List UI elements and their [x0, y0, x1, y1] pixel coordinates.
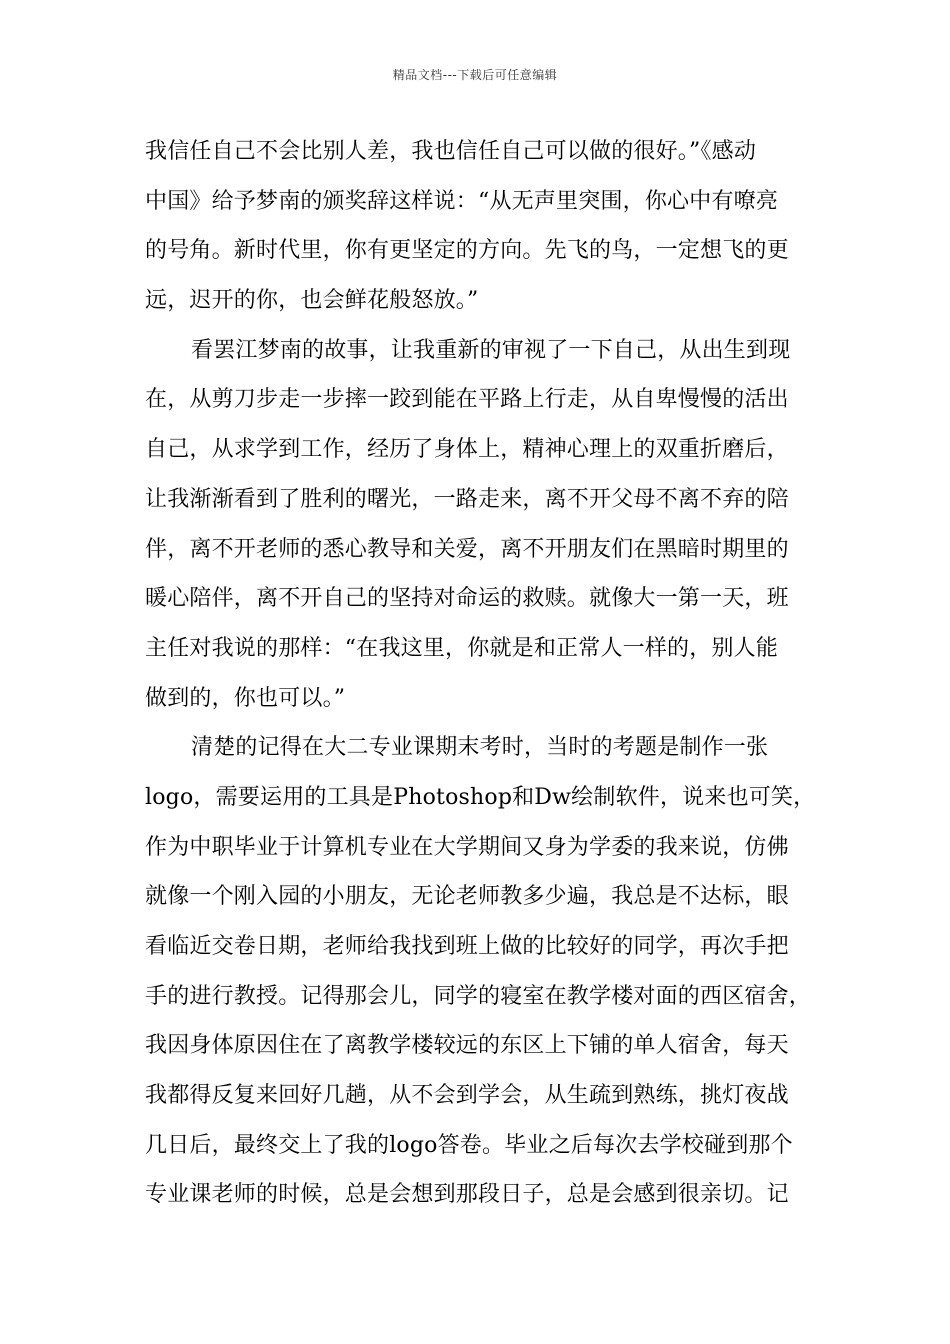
text-line: 做到的，你也可以。” [145, 685, 346, 711]
page-header: 精品文档---下载后可任意编辑 [392, 68, 558, 82]
text-line: 作为中职毕业于计算机专业在大学期间又身为学委的我来说，仿佛 [145, 834, 789, 860]
text-line: logo，需要运用的工具是Photoshop和Dw绘制软件，说来也可笑， [145, 784, 816, 810]
text-line: 就像一个刚入园的小朋友，无论老师教多少遍，我总是不达标，眼 [145, 884, 789, 910]
text-line: 我信任自己不会比别人差，我也信任自己可以做的很好。”《感动 [145, 139, 757, 164]
text-line: 我因身体原因住在了离教学楼较远的东区上下铺的单人宿舍，每天 [145, 1033, 789, 1059]
paragraph-start-line: 清楚的记得在大二专业课期末考时，当时的考题是制作一张 [191, 735, 769, 761]
text-line: 看临近交卷日期，老师给我找到班上做的比较好的同学，再次手把 [145, 934, 789, 959]
text-line: 暖心陪伴，离不开自己的坚持对命运的救赎。就像大一第一天，班 [145, 586, 789, 612]
text-line: 手的进行教授。记得那会儿，同学的寝室在教学楼对面的西区宿舍， [145, 983, 812, 1009]
text-line: 的号角。新时代里，你有更坚定的方向。先飞的鸟，一定想飞的更 [145, 238, 789, 264]
text-line: 专业课老师的时候，总是会想到那段日子，总是会感到很亲切。记 [145, 1182, 789, 1208]
document-body [145, 127, 840, 1220]
text-line: 自己，从求学到工作，经历了身体上，精神心理上的双重折磨后， [145, 437, 789, 463]
text-line: 远，迟开的你，也会鲜花般怒放。” [145, 288, 479, 314]
text-line: 几日后，最终交上了我的logo答卷。毕业之后每次去学校碰到那个 [145, 1132, 793, 1158]
text-line: 我都得反复来回好几趟，从不会到学会，从生疏到熟练，挑灯夜战 [145, 1083, 789, 1109]
text-line: 主任对我说的那样：“在我这里，你就是和正常人一样的，别人能 [145, 635, 779, 661]
paragraph-start-line: 看罢江梦南的故事，让我重新的审视了一下自己，从出生到现 [191, 337, 791, 363]
text-line: 在，从剪刀步走一步摔一跤到能在平路上行走，从自卑慢慢的活出 [145, 387, 789, 413]
text-line: 伴，离不开老师的悉心教导和关爱，离不开朋友们在黑暗时期里的 [145, 536, 789, 562]
text-line: 让我渐渐看到了胜利的曙光，一路走来，离不开父母不离不弃的陪 [145, 486, 789, 512]
text-line: 中国》给予梦南的颁奖辞这样说：“从无声里突围，你心中有嘹亮 [145, 188, 779, 214]
